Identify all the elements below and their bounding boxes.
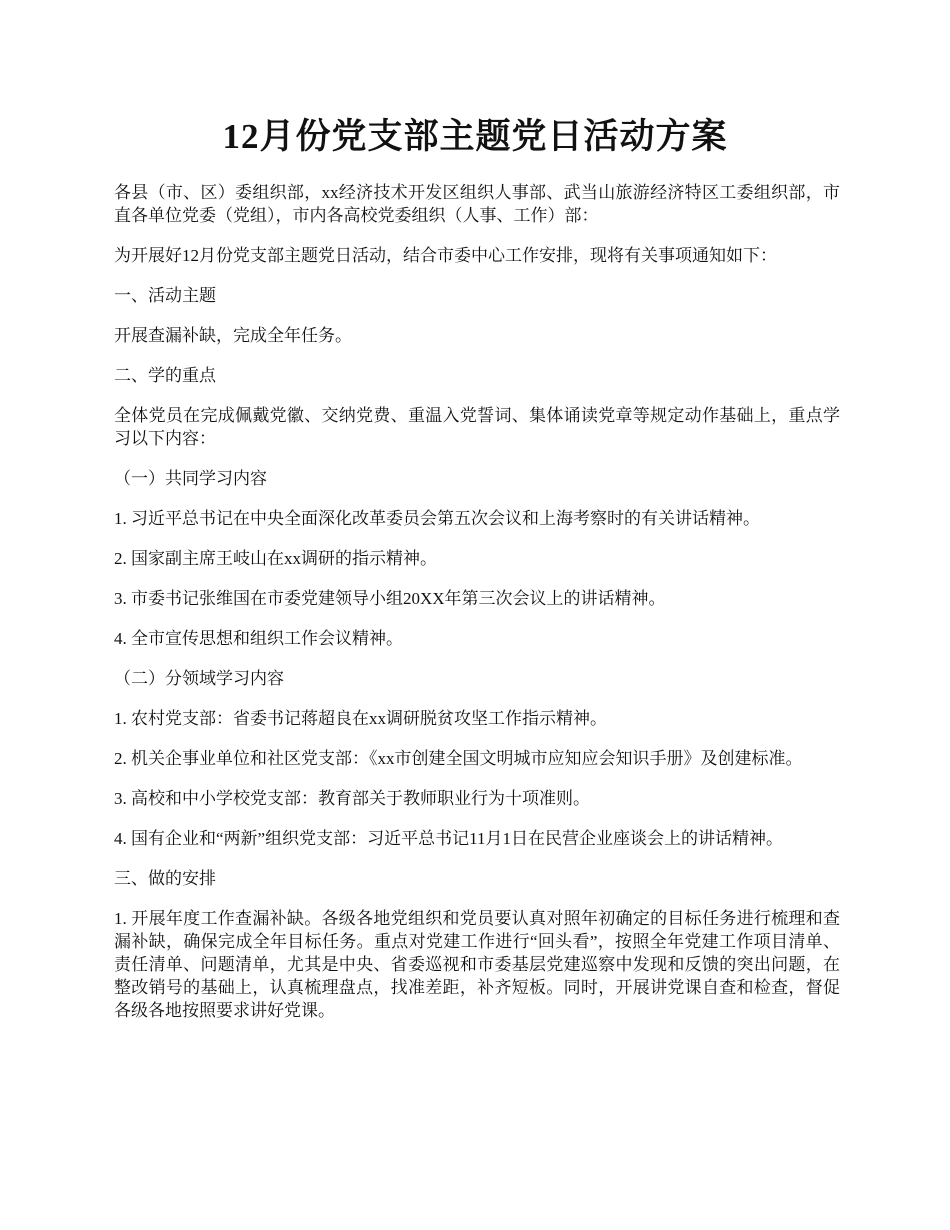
section-heading-theme: 一、活动主题 (114, 286, 216, 305)
subsection-heading-domain: （二）分领域学习内容 (114, 669, 284, 688)
subsection-heading-common: （一）共同学习内容 (114, 469, 267, 488)
list-item: 1. 农村党支部：省委书记蒋超良在xx调研脱贫攻坚工作指示精神。 (114, 709, 607, 728)
addressee-paragraph: 各县（市、区）委组织部，xx经济技术开发区组织人事部、武当山旅游经济特区工委组织部，市直各单位党委（党组），市内各高校党委组织（人事、工作）部： (114, 183, 840, 225)
list-item: 2. 国家副主席王岐山在xx调研的指示精神。 (114, 549, 437, 568)
list-item: 2. 机关企事业单位和社区党支部：《xx市创建全国文明城市应知应会知识手册》及创建标准。 (114, 749, 803, 768)
list-item: 3. 市委书记张维国在市委党建领导小组20XX年第三次会议上的讲话精神。 (114, 589, 666, 608)
intro-paragraph: 为开展好12月份党支部主题党日活动，结合市委中心工作安排，现将有关事项通知如下： (114, 246, 777, 265)
list-item: 4. 国有企业和“两新”组织党支部：习近平总书记11月1日在民营企业座谈会上的讲话精神。 (114, 829, 783, 848)
list-item: 3. 高校和中小学校党支部：教育部关于教师职业行为十项准则。 (114, 789, 590, 808)
section-heading-arrangement: 三、做的安排 (114, 869, 216, 888)
study-paragraph: 全体党员在完成佩戴党徽、交纳党费、重温入党誓词、集体诵读党章等规定动作基础上，重点学习以下内容： (114, 406, 840, 448)
arrangement-paragraph: 1. 开展年度工作查漏补缺。各级各地党组织和党员要认真对照年初确定的目标任务进行梳理和查漏补缺，确保完成全年目标任务。重点对党建工作进行“回头看”，按照全年党建工作项目清单、责任清单、问题清单，尤其是中央、省委巡视和市委基层党建巡察中发现和反馈的突出问题，在整改销号的基础上，认真梳理盘点，找准差距，补齐短板。同时，开展讲党课自查和检查，督促各级各地按照要求讲好党课。 (114, 909, 840, 1020)
document-title: 12月份党支部主题党日活动方案 (222, 117, 728, 156)
section-heading-study: 二、学的重点 (114, 366, 216, 385)
theme-paragraph: 开展查漏补缺，完成全年任务。 (114, 326, 352, 345)
list-item: 4. 全市宣传思想和组织工作会议精神。 (114, 629, 403, 648)
list-item: 1. 习近平总书记在中央全面深化改革委员会第五次会议和上海考察时的有关讲话精神。 (114, 509, 760, 528)
document-body (114, 181, 840, 1039)
